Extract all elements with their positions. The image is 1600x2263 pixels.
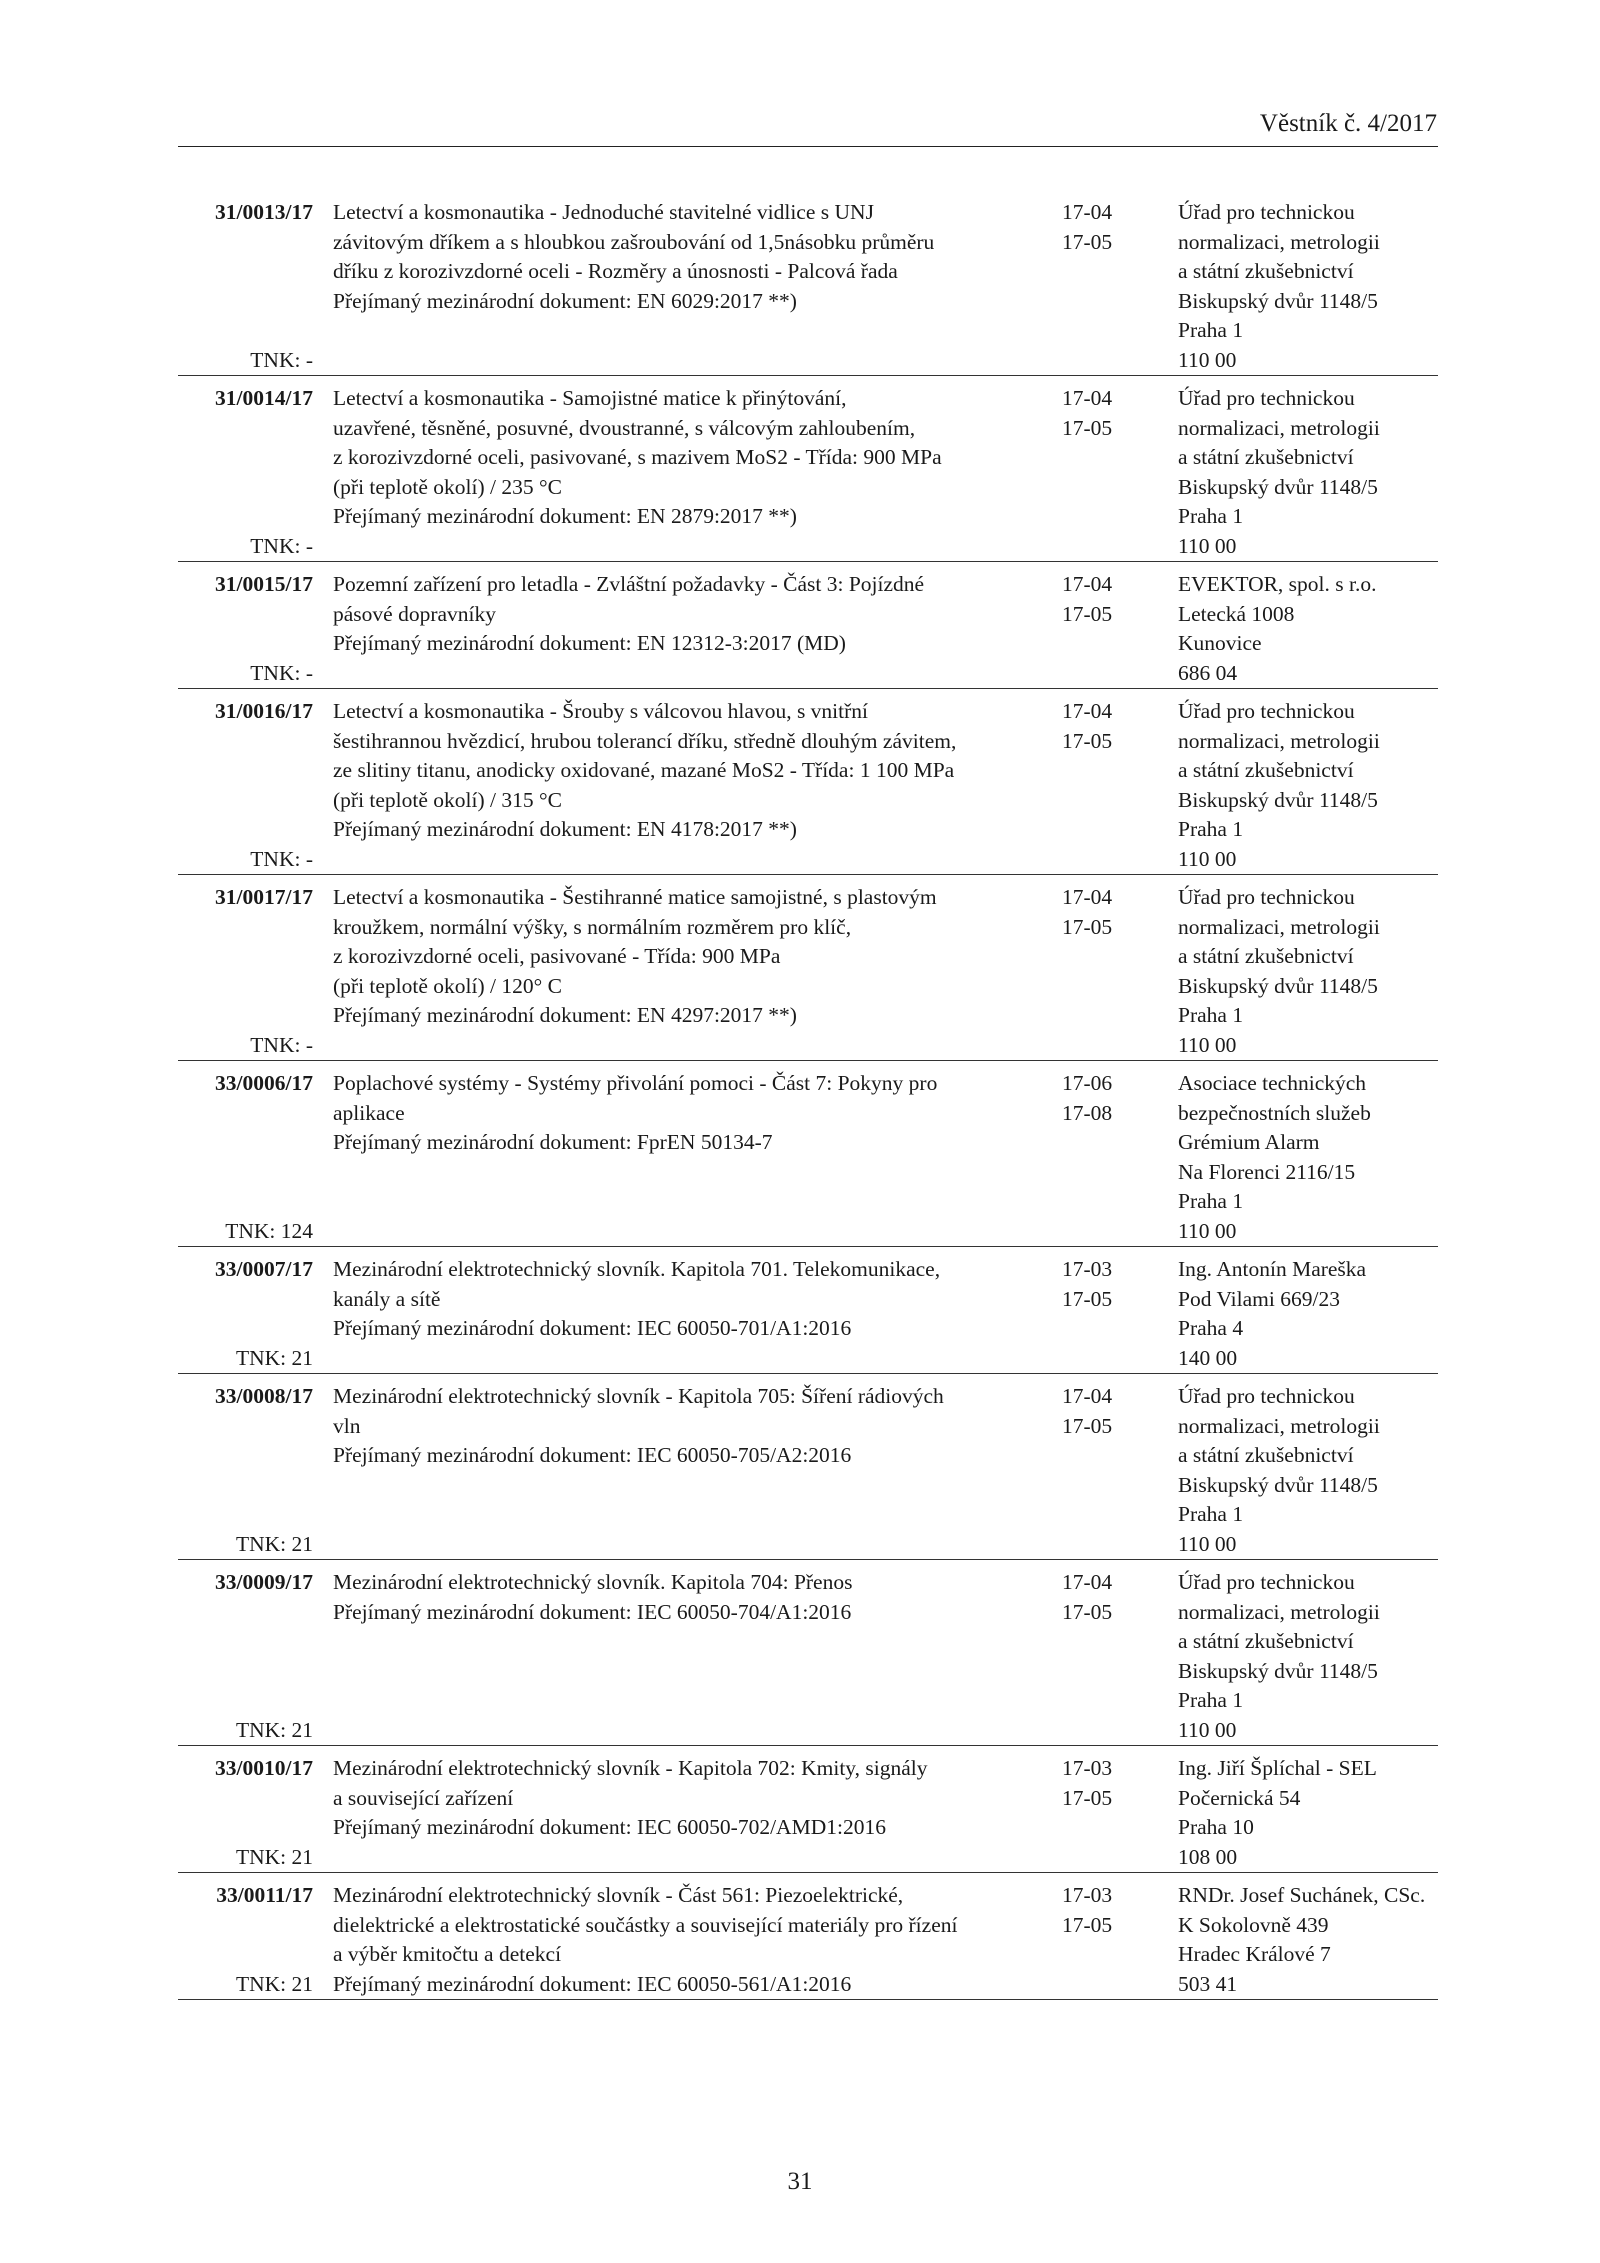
contact-address-cell: [1178, 1881, 1438, 1999]
address-line: Letecká 1008: [1178, 601, 1295, 626]
description-line: Přejímaný mezinárodní dokument: EN 2879:2017 **): [333, 504, 797, 528]
address-line: 110 00: [1178, 533, 1237, 558]
record-id-cell: [178, 883, 313, 1060]
address-line: RNDr. Josef Suchánek, CSc.: [1178, 1883, 1426, 1907]
table-row: [178, 1247, 1438, 1374]
description-cell: [333, 1754, 1050, 1872]
address-line: a státní zkušebnictví: [1178, 1443, 1354, 1467]
address-line: 503 41: [1178, 1971, 1238, 1996]
record-number: 31/0017/17: [215, 885, 313, 909]
description-cell: [333, 198, 1050, 375]
date-code: 17-05: [1062, 1286, 1113, 1311]
record-id-cell: [178, 570, 313, 688]
description-line: Mezinárodní elektrotechnický slovník - Kapitola 705: Šíření rádiových: [333, 1384, 944, 1408]
address-line: normalizaci, metrologii: [1178, 914, 1380, 939]
dates-cell: [1062, 1754, 1162, 1872]
address-line: Úřad pro technickou: [1178, 1570, 1355, 1594]
dates-cell: [1062, 1881, 1162, 1999]
address-line: Pod Vilami 669/23: [1178, 1286, 1340, 1311]
description-cell: [333, 384, 1050, 561]
tnk-label: TNK: -: [250, 533, 313, 558]
record-number: 33/0010/17: [215, 1756, 313, 1780]
description-cell: [333, 1881, 1050, 1999]
dates-cell: [1062, 883, 1162, 1060]
date-code: 17-05: [1062, 601, 1113, 626]
address-line: Úřad pro technickou: [1178, 1384, 1355, 1408]
address-line: bezpečnostních služeb: [1178, 1100, 1371, 1125]
address-line: Biskupský dvůr 1148/5: [1178, 787, 1378, 812]
tnk-label: TNK: -: [250, 846, 313, 871]
description-line: a výběr kmitočtu a detekcí: [333, 1942, 562, 1966]
description-line: Přejímaný mezinárodní dokument: IEC 60050-702/AMD1:2016: [333, 1815, 886, 1839]
dates-cell: [1062, 697, 1162, 874]
record-id-cell: [178, 1382, 313, 1559]
description-cell: [333, 1568, 1050, 1745]
address-line: 110 00: [1178, 1032, 1237, 1057]
address-line: Úřad pro technickou: [1178, 386, 1355, 410]
date-code: 17-05: [1062, 1912, 1113, 1937]
address-line: normalizaci, metrologii: [1178, 229, 1380, 254]
address-line: a státní zkušebnictví: [1178, 1629, 1354, 1653]
address-line: Grémium Alarm: [1178, 1130, 1320, 1154]
date-code: 17-05: [1062, 728, 1113, 753]
contact-address-cell: [1178, 883, 1438, 1060]
date-code: 17-05: [1062, 229, 1113, 254]
address-line: Úřad pro technickou: [1178, 699, 1355, 723]
address-line: normalizaci, metrologii: [1178, 1413, 1380, 1438]
tnk-label: TNK: -: [250, 1032, 313, 1057]
description-line: uzavřené, těsněné, posuvné, dvoustranné, s válcovým zahloubením,: [333, 415, 916, 440]
description-line: Mezinárodní elektrotechnický slovník - Část 561: Piezoelektrické,: [333, 1883, 904, 1907]
description-cell: [333, 1382, 1050, 1559]
address-line: a státní zkušebnictví: [1178, 758, 1354, 782]
contact-address-cell: [1178, 697, 1438, 874]
description-line: Poplachové systémy - Systémy přivolání pomoci - Část 7: Pokyny pro: [333, 1071, 938, 1095]
date-code: 17-05: [1062, 1785, 1113, 1810]
description-line: kroužkem, normální výšky, s normálním rozměrem pro klíč,: [333, 914, 852, 939]
description-line: dielektrické a elektrostatické součástky a související materiály pro řízení: [333, 1912, 958, 1937]
address-line: Úřad pro technickou: [1178, 885, 1355, 909]
dates-cell: [1062, 570, 1162, 688]
address-line: Praha 1: [1178, 1003, 1244, 1027]
address-line: a státní zkušebnictví: [1178, 944, 1354, 968]
description-line: Přejímaný mezinárodní dokument: EN 4178:2017 **): [333, 817, 797, 841]
contact-address-cell: [1178, 1069, 1438, 1246]
contact-address-cell: [1178, 1255, 1438, 1373]
description-line: Letectví a kosmonautika - Jednoduché stavitelné vidlice s UNJ: [333, 200, 874, 224]
header-divider: [178, 146, 1438, 147]
address-line: Ing. Antonín Mareška: [1178, 1257, 1367, 1281]
contact-address-cell: [1178, 1754, 1438, 1872]
description-line: ze slitiny titanu, anodicky oxidované, mazané MoS2 - Třída: 1 100 MPa: [333, 758, 955, 782]
table-row: [178, 376, 1438, 562]
address-line: Praha 10: [1178, 1815, 1254, 1839]
record-number: 33/0007/17: [215, 1257, 313, 1281]
address-line: Praha 1: [1178, 817, 1244, 841]
table-row: [178, 1061, 1438, 1247]
contact-address-cell: [1178, 1568, 1438, 1745]
address-line: Počernická 54: [1178, 1785, 1301, 1810]
record-number: 33/0009/17: [215, 1570, 313, 1594]
address-line: a státní zkušebnictví: [1178, 445, 1354, 469]
table-row: [178, 190, 1438, 376]
description-line: závitovým dříkem a s hloubkou zašroubování od 1,5násobku průměru: [333, 229, 935, 254]
tnk-label: TNK: 21: [235, 1531, 313, 1556]
description-line: Mezinárodní elektrotechnický slovník. Kapitola 704: Přenos: [333, 1570, 853, 1594]
address-line: Praha 1: [1178, 1688, 1244, 1712]
date-code: 17-03: [1062, 1883, 1113, 1907]
date-code: 17-04: [1062, 1384, 1113, 1408]
description-cell: [333, 570, 1050, 688]
description-line: Přejímaný mezinárodní dokument: IEC 60050-701/A1:2016: [333, 1316, 852, 1340]
date-code: 17-05: [1062, 914, 1113, 939]
address-line: Úřad pro technickou: [1178, 200, 1355, 224]
address-line: 110 00: [1178, 347, 1237, 372]
standards-table: [178, 190, 1438, 2000]
description-cell: [333, 883, 1050, 1060]
record-number: 31/0016/17: [215, 699, 313, 723]
description-line: pásové dopravníky: [333, 601, 497, 626]
description-line: (při teplotě okolí) / 235 °C: [333, 474, 562, 499]
description-line: Letectví a kosmonautika - Samojistné matice k přinýtování,: [333, 386, 847, 410]
date-code: 17-05: [1062, 1413, 1113, 1438]
record-id-cell: [178, 1881, 313, 1999]
date-code: 17-03: [1062, 1257, 1113, 1281]
record-id-cell: [178, 697, 313, 874]
record-number: 31/0014/17: [215, 386, 313, 410]
description-line: Letectví a kosmonautika - Šrouby s válcovou hlavou, s vnitřní: [333, 699, 869, 723]
dates-cell: [1062, 1568, 1162, 1745]
date-code: 17-03: [1062, 1756, 1113, 1780]
description-line: aplikace: [333, 1100, 405, 1125]
address-line: normalizaci, metrologii: [1178, 1599, 1380, 1624]
page-number: 31: [787, 2168, 813, 2195]
address-line: Biskupský dvůr 1148/5: [1178, 1658, 1378, 1683]
tnk-label: TNK: 21: [235, 1345, 313, 1370]
description-line: dříku z korozivzdorné oceli - Rozměry a únosnosti - Palcová řada: [333, 259, 898, 283]
tnk-label: TNK: 124: [225, 1218, 313, 1243]
tnk-label: TNK: -: [250, 660, 313, 685]
tnk-label: TNK: 21: [235, 1717, 313, 1742]
date-code: 17-04: [1062, 699, 1113, 723]
description-line: vln: [333, 1413, 361, 1438]
date-code: 17-06: [1062, 1071, 1113, 1095]
table-row: [178, 1374, 1438, 1560]
record-number: 33/0006/17: [215, 1071, 313, 1095]
description-line: Přejímaný mezinárodní dokument: IEC 60050-704/A1:2016: [333, 1599, 852, 1624]
description-line: (při teplotě okolí) / 120° C: [333, 973, 562, 998]
description-line: šestihrannou hvězdicí, hrubou tolerancí dříku, středně dlouhým závitem,: [333, 728, 957, 753]
description-line: Přejímaný mezinárodní dokument: FprEN 50134-7: [333, 1130, 773, 1154]
address-line: Biskupský dvůr 1148/5: [1178, 474, 1378, 499]
address-line: Kunovice: [1178, 631, 1262, 655]
table-row: [178, 562, 1438, 689]
record-number: 33/0011/17: [216, 1883, 313, 1907]
description-line: Přejímaný mezinárodní dokument: IEC 60050-705/A2:2016: [333, 1443, 852, 1467]
description-line: z korozivzdorné oceli, pasivované - Třída: 900 MPa: [333, 944, 781, 968]
dates-cell: [1062, 1382, 1162, 1559]
description-cell: [333, 697, 1050, 874]
table-row: [178, 1873, 1438, 2000]
tnk-label: TNK: 21: [235, 1971, 313, 1996]
date-code: 17-05: [1062, 1599, 1113, 1624]
address-line: 686 04: [1178, 660, 1238, 685]
table-row: [178, 875, 1438, 1061]
address-line: Biskupský dvůr 1148/5: [1178, 1472, 1378, 1497]
record-id-cell: [178, 1255, 313, 1373]
address-line: Biskupský dvůr 1148/5: [1178, 973, 1378, 998]
description-line: z korozivzdorné oceli, pasivované, s mazivem MoS2 - Třída: 900 MPa: [333, 445, 942, 469]
address-line: a státní zkušebnictví: [1178, 259, 1354, 283]
date-code: 17-08: [1062, 1100, 1113, 1125]
description-line: Mezinárodní elektrotechnický slovník - Kapitola 702: Kmity, signály: [333, 1756, 928, 1780]
record-id-cell: [178, 1754, 313, 1872]
record-id-cell: [178, 198, 313, 375]
address-line: Praha 1: [1178, 1189, 1244, 1213]
date-code: 17-05: [1062, 415, 1113, 440]
description-line: a související zařízení: [333, 1785, 514, 1810]
address-line: Ing. Jiří Šplíchal - SEL: [1178, 1756, 1377, 1780]
dates-cell: [1062, 1069, 1162, 1246]
journal-header-title: Věstník č. 4/2017: [1259, 110, 1437, 137]
address-line: K Sokolovně 439: [1178, 1912, 1329, 1937]
description-line: Přejímaný mezinárodní dokument: EN 6029:2017 **): [333, 288, 797, 313]
dates-cell: [1062, 384, 1162, 561]
address-line: EVEKTOR, spol. s r.o.: [1178, 572, 1377, 596]
date-code: 17-04: [1062, 200, 1113, 224]
contact-address-cell: [1178, 198, 1438, 375]
record-id-cell: [178, 1069, 313, 1246]
dates-cell: [1062, 1255, 1162, 1373]
description-line: Letectví a kosmonautika - Šestihranné matice samojistné, s plastovým: [333, 885, 937, 909]
description-line: Přejímaný mezinárodní dokument: IEC 60050-561/A1:2016: [333, 1971, 852, 1996]
table-row: [178, 1560, 1438, 1746]
description-cell: [333, 1255, 1050, 1373]
tnk-label: TNK: 21: [235, 1844, 313, 1869]
address-line: 108 00: [1178, 1844, 1238, 1869]
description-line: Přejímaný mezinárodní dokument: EN 4297:2017 **): [333, 1003, 797, 1027]
address-line: Praha 1: [1178, 1502, 1244, 1526]
record-id-cell: [178, 1568, 313, 1745]
contact-address-cell: [1178, 570, 1438, 688]
description-line: Pozemní zařízení pro letadla - Zvláštní požadavky - Část 3: Pojízdné: [333, 572, 925, 596]
record-id-cell: [178, 384, 313, 561]
address-line: 140 00: [1178, 1345, 1238, 1370]
table-row: [178, 689, 1438, 875]
address-line: Praha 1: [1178, 504, 1244, 528]
address-line: 110 00: [1178, 1531, 1237, 1556]
record-number: 33/0008/17: [215, 1384, 313, 1408]
dates-cell: [1062, 198, 1162, 375]
record-number: 31/0015/17: [215, 572, 313, 596]
contact-address-cell: [1178, 384, 1438, 561]
table-row: [178, 1746, 1438, 1873]
address-line: Praha 1: [1178, 318, 1244, 342]
address-line: 110 00: [1178, 846, 1237, 871]
address-line: Hradec Králové 7: [1178, 1942, 1331, 1966]
address-line: normalizaci, metrologii: [1178, 415, 1380, 440]
address-line: Biskupský dvůr 1148/5: [1178, 288, 1378, 313]
address-line: normalizaci, metrologii: [1178, 728, 1380, 753]
description-line: Mezinárodní elektrotechnický slovník. Kapitola 701. Telekomunikace,: [333, 1257, 941, 1281]
record-number: 31/0013/17: [215, 200, 313, 224]
address-line: 110 00: [1178, 1218, 1237, 1243]
address-line: Praha 4: [1178, 1316, 1244, 1340]
tnk-label: TNK: -: [250, 347, 313, 372]
address-line: Asociace technických: [1178, 1071, 1367, 1095]
date-code: 17-04: [1062, 572, 1113, 596]
contact-address-cell: [1178, 1382, 1438, 1559]
description-cell: [333, 1069, 1050, 1246]
address-line: Na Florenci 2116/15: [1178, 1159, 1356, 1184]
description-line: Přejímaný mezinárodní dokument: EN 12312-3:2017 (MD): [333, 631, 846, 655]
date-code: 17-04: [1062, 885, 1113, 909]
address-line: 110 00: [1178, 1717, 1237, 1742]
description-line: kanály a sítě: [333, 1286, 441, 1311]
description-line: (při teplotě okolí) / 315 °C: [333, 787, 562, 812]
date-code: 17-04: [1062, 386, 1113, 410]
date-code: 17-04: [1062, 1570, 1113, 1594]
